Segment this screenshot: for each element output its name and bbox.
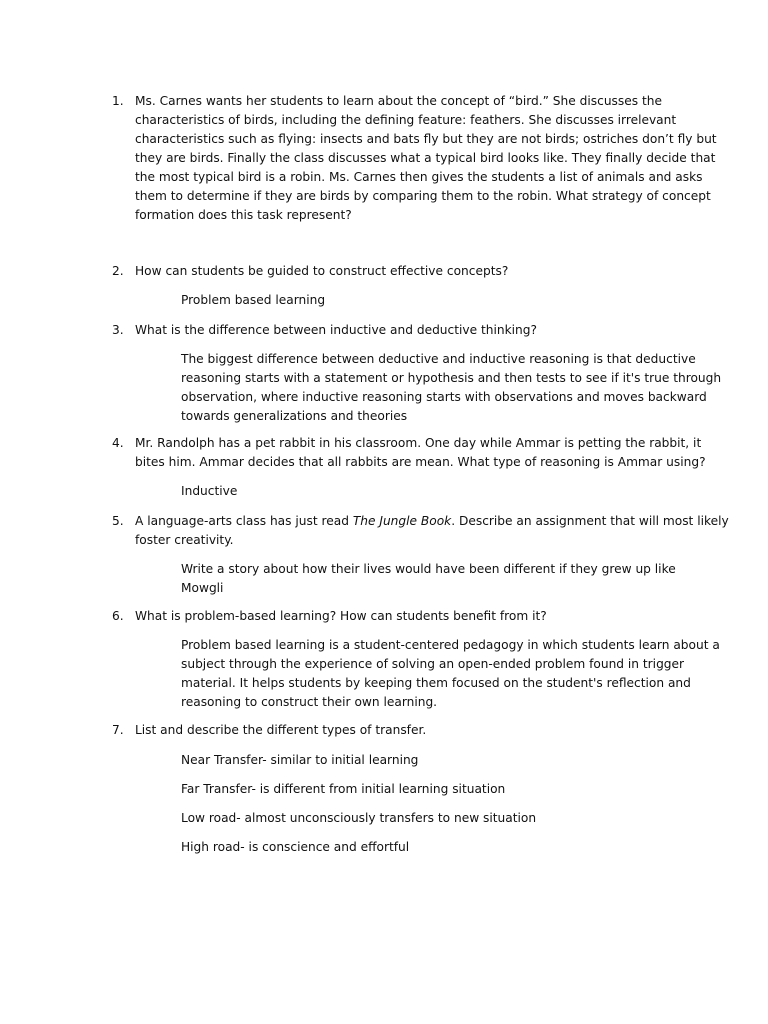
answer-3 <box>181 350 722 426</box>
book-title: The Jungle Book <box>352 514 452 528</box>
question-number: 7. <box>112 723 124 737</box>
answer-line: Write a story about how their lives would have been different if they grew up like <box>181 562 676 576</box>
question-text-segment: A language-arts class has just read <box>135 514 353 528</box>
question-text <box>135 721 680 740</box>
question-line: What is problem-based learning? How can students benefit from it? <box>135 609 547 623</box>
question-text <box>135 92 717 225</box>
question-number: 5. <box>112 514 124 528</box>
question-text <box>135 434 706 472</box>
question-text-segment: . Describe an assignment that will most likely <box>451 514 729 528</box>
answer-line: Inductive <box>181 484 238 498</box>
question-line <box>135 512 729 531</box>
answer-line: subject through the experience of solving an open-ended problem found in trigger <box>181 657 685 671</box>
answer-4 <box>181 482 701 501</box>
answer-line: Low road- almost unconsciously transfers to new situation <box>181 811 537 825</box>
answer-2 <box>181 291 701 310</box>
answer-line: Near Transfer- similar to initial learning <box>181 753 419 767</box>
answer-line: Problem based learning is a student-centered pedagogy in which students learn about a <box>181 638 720 652</box>
question-text <box>135 262 680 281</box>
question-line: What is the difference between inductive and deductive thinking? <box>135 323 537 337</box>
question-line: bites him. Ammar decides that all rabbits are mean. What type of reasoning is Ammar using? <box>135 455 706 469</box>
question-line: characteristics of birds, including the defining feature: feathers. She discusses irrelevant <box>135 113 677 127</box>
answer-7-item-2 <box>181 780 701 799</box>
question-line: How can students be guided to construct effective concepts? <box>135 264 509 278</box>
answer-6 <box>181 636 720 712</box>
question-number: 3. <box>112 323 124 337</box>
question-line: foster creativity. <box>135 533 234 547</box>
question-line: characteristics such as flying: insects and bats fly but they are not birds; ostriches don’t fly but <box>135 132 717 146</box>
question-number: 2. <box>112 264 124 278</box>
answer-line: Far Transfer- is different from initial learning situation <box>181 782 506 796</box>
question-line: the most typical bird is a robin. Ms. Carnes then gives the students a list of animals and asks <box>135 170 703 184</box>
answer-line: towards generalizations and theories <box>181 409 408 423</box>
answer-line: Mowgli <box>181 581 224 595</box>
question-line: they are birds. Finally the class discusses what a typical bird looks like. They finally decide that <box>135 151 716 165</box>
question-line: Ms. Carnes wants her students to learn about the concept of “bird.” She discusses the <box>135 94 662 108</box>
answer-7-item-1 <box>181 751 701 770</box>
answer-5 <box>181 560 701 598</box>
answer-line: reasoning to construct their own learning. <box>181 695 438 709</box>
question-number: 1. <box>112 94 124 108</box>
answer-line: observation, where inductive reasoning starts with observations and moves backward <box>181 390 707 404</box>
question-number: 4. <box>112 436 124 450</box>
answer-7-item-3 <box>181 809 701 828</box>
question-line: List and describe the different types of transfer. <box>135 723 427 737</box>
question-line: them to determine if they are birds by comparing them to the robin. What strategy of concept <box>135 189 711 203</box>
question-text <box>135 607 680 626</box>
question-text <box>135 321 680 340</box>
question-text <box>135 512 729 550</box>
answer-line: Problem based learning <box>181 293 326 307</box>
answer-line: reasoning starts with a statement or hypothesis and then tests to see if it's true through <box>181 371 722 385</box>
question-line: Mr. Randolph has a pet rabbit in his classroom. One day while Ammar is petting the rabbit, it <box>135 436 702 450</box>
answer-line: material. It helps students by keeping them focused on the student's reflection and <box>181 676 691 690</box>
question-number: 6. <box>112 609 124 623</box>
answer-7-item-4 <box>181 838 701 857</box>
answer-line: High road- is conscience and effortful <box>181 840 410 854</box>
question-line: formation does this task represent? <box>135 208 352 222</box>
answer-line: The biggest difference between deductive and inductive reasoning is that deductive <box>181 352 696 366</box>
